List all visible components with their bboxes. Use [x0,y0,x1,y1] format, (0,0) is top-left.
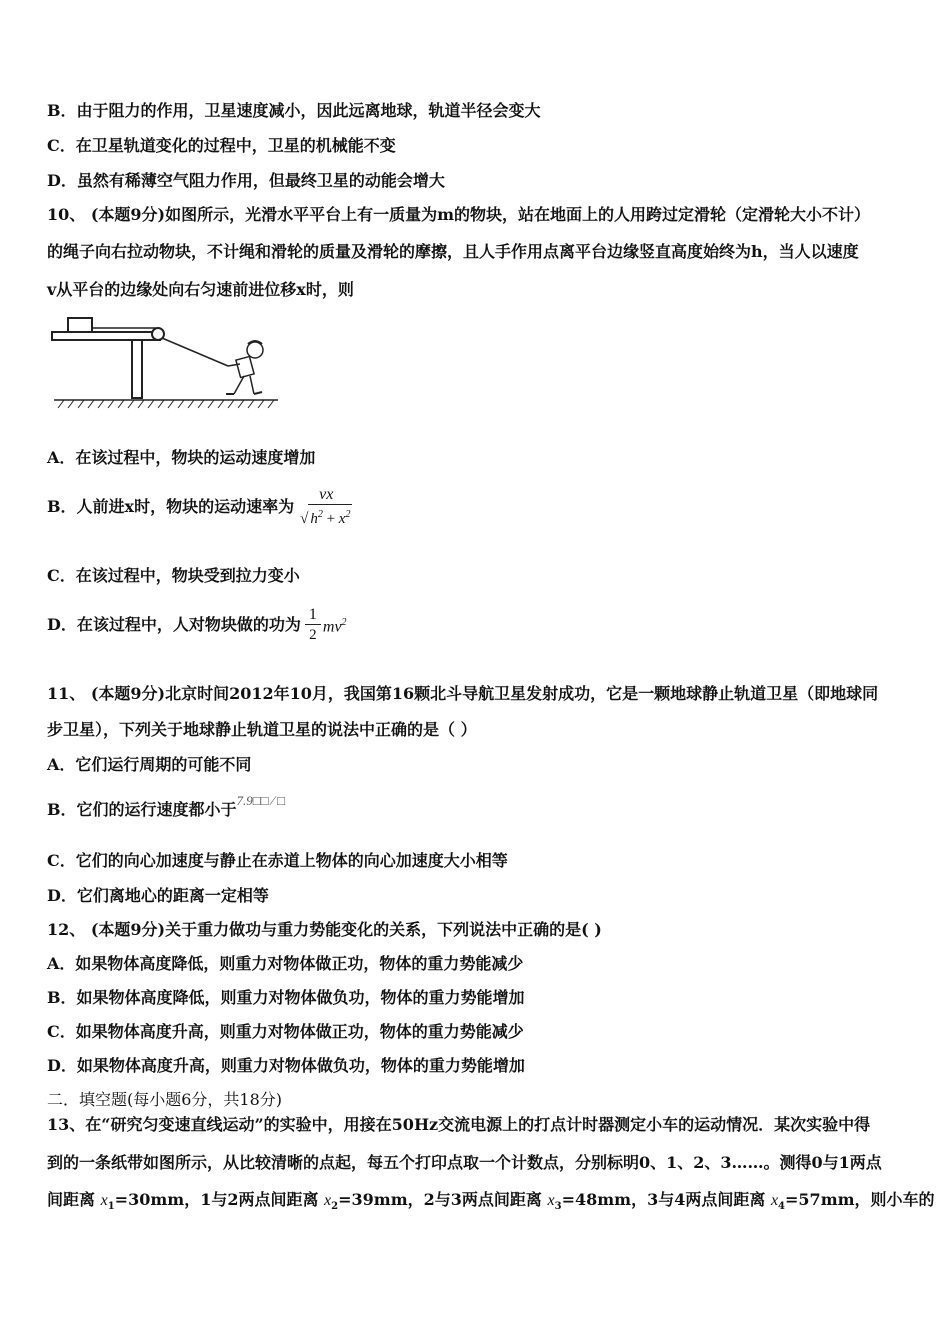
q12-option-b: B．如果物体高度降低，则重力对物体做负功，物体的重力势能增加 [47,988,525,1007]
q10-stem-line1: 10、 (本题9分)如图所示，光滑水平平台上有一质量为m的物块，站在地面上的人用跨过定滑轮（定滑轮大小不计） [47,205,871,224]
q13-l3-d: =48mm，3与4两点间距离 [561,1190,771,1209]
q10-b-plus: + [322,510,339,527]
q11-stem-line2: 步卫星），下列关于地球静止轨道卫星的说法中正确的是（ ） [47,720,477,739]
q11-option-d: D．它们离地心的距离一定相等 [47,886,269,905]
q10-option-b-fraction [296,486,356,529]
person-pulling-rope-over-pulley-icon [50,308,280,412]
q13-sub1: 1 [107,1201,115,1213]
q10-b-exp1: 2 [317,508,323,520]
q10-option-d-denominator: 2 [305,624,321,645]
q11-stem-line1: 11、 (本题9分)北京时间2012年10月，我国第16颗北斗导航卫星发射成功，它是一颗地球静止轨道卫星（即地球同 [47,684,879,703]
q13-x4: x [770,1192,779,1209]
q13-l3-e: =57mm，则小车的 [785,1190,935,1209]
q11-option-a: A．它们运行周期的可能不同 [47,755,252,774]
q13-sub4: 4 [778,1201,786,1213]
q13-stem-line1: 13、在“研究匀变速直线运动”的实验中，用接在50Hz交流电源上的打点计时器测定小车的运动情况．某次实验中得 [47,1115,871,1134]
q10-b-h: h [310,510,318,527]
q12-option-a: A．如果物体高度降低，则重力对物体做正功，物体的重力势能减少 [47,954,524,973]
q11-option-b [47,793,286,821]
q10-option-d-text: D．在该过程中，人对物块做的功为 [47,615,301,634]
q10-option-d [47,600,347,650]
q13-sub2: 2 [331,1201,339,1213]
q10-figure [50,308,280,412]
q13-stem-line3 [47,1190,935,1217]
q10-option-d-numerator: 1 [308,605,317,623]
q10-option-a: A．在该过程中，物块的运动速度增加 [47,448,316,467]
q11-option-b-formula: 7.9□□ ∕ □ [236,793,286,808]
q9-option-c: C．在卫星轨道变化的过程中，卫星的机械能不变 [47,136,396,155]
q10-option-c: C．在该过程中，物块受到拉力变小 [47,566,300,585]
q12-option-d: D．如果物体高度升高，则重力对物体做负功，物体的重力势能增加 [47,1056,525,1075]
q13-l3-b: =30mm，1与2两点间距离 [114,1190,325,1209]
q10-stem-line3: v从平台的边缘处向右匀速前进位移x时，则 [47,280,354,299]
q10-option-b-text: B．人前进x时，物块的运动速率为 [47,497,295,516]
q9-option-b: B．由于阻力的作用，卫星速度减小，因此远离地球，轨道半径会变大 [47,101,541,120]
q10-option-b-numerator: vx [319,485,334,503]
q10-b-x: x [338,510,346,527]
q11-option-c: C．它们的向心加速度与静止在赤道上物体的向心加速度大小相等 [47,851,508,870]
q10-d-mv: mv [322,618,342,636]
q11-option-b-text: B．它们的运行速度都小于 [47,800,237,819]
q13-x2: x [324,1192,332,1209]
q10-stem-line2: 的绳子向右拉动物块，不计绳和滑轮的质量及滑轮的摩擦，且人手作用点离平台边缘竖直高度始终为h，当人以速度 [47,242,859,261]
q13-l3-c: =39mm，2与3两点间距离 [338,1190,548,1209]
q9-option-d: D．虽然有稀薄空气阻力作用，但最终卫星的动能会增大 [47,171,445,190]
q10-option-b [47,482,356,532]
q10-option-b-denominator: √ $h^2 + x^2$ [296,504,356,529]
q10-b-exp2: 2 [345,508,351,520]
q10-d-exp: 2 [341,616,347,628]
q10-option-d-expr [323,613,347,637]
q13-x3: x [547,1192,555,1209]
q12-stem: 12、 (本题9分)关于重力做功与重力势能变化的关系，下列说法中正确的是( ) [47,920,602,939]
q13-l3-a: 间距离 [47,1190,101,1209]
q13-x1: x [100,1192,108,1209]
q13-stem-line2: 到的一条纸带如图所示，从比较清晰的点起，每五个打印点取一个计数点，分别标明0、1、2、3……。测得0与1两点 [47,1153,882,1172]
q10-option-d-fraction [305,606,321,645]
q12-option-c: C．如果物体高度升高，则重力对物体做正功，物体的重力势能减少 [47,1022,524,1041]
q13-sub3: 3 [554,1201,562,1213]
section-fill-in-heading: 二．填空题(每小题6分，共18分) [47,1090,283,1109]
